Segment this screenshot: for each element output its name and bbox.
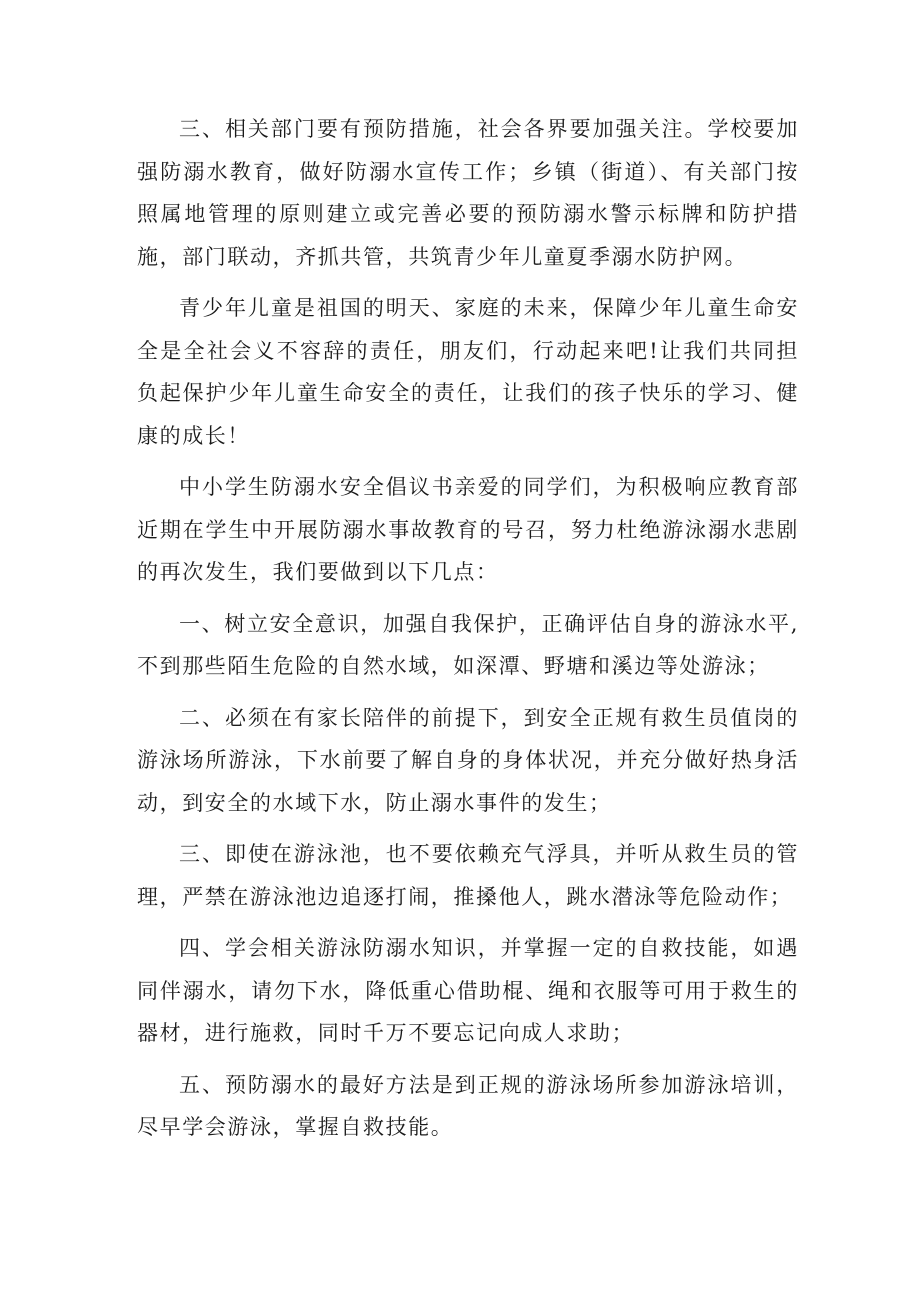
paragraph-1: 三、相关部门要有预防措施，社会各界要加强关注。学校要加强防溺水教育，做好防溺水宣传工作；乡镇（街道）、有关部门按照属地管理的原则建立或完善必要的预防溺水警示标牌和防护措施，部门联动，齐抓共管，共筑青少年儿童夏季溺水防护网。: [137, 117, 799, 269]
paragraph-5: 二、必须在有家长陪伴的前提下，到安全正规有救生员值岗的游泳场所游泳，下水前要了解自身的身体状况，并充分做好热身活动，到安全的水域下水，防止溺水事件的发生；: [137, 705, 799, 815]
document-body: [137, 108, 799, 1158]
paragraph-7: 四、学会相关游泳防溺水知识，并掌握一定的自救技能，如遇同伴溺水，请勿下水，降低重心借助棍、绳和衣服等可用于救生的器材，进行施救，同时千万不要忘记向成人求助；: [137, 936, 799, 1045]
paragraph-3: 中小学生防溺水安全倡议书亲爱的同学们，为积极响应教育部近期在学生中开展防溺水事故教育的号召，努力杜绝游泳溺水悲剧的再次发生，我们要做到以下几点：: [137, 475, 799, 584]
paragraph-4: 一、树立安全意识，加强自我保护，正确评估自身的游泳水平,不到那些陌生危险的自然水域，如深潭、野塘和溪边等处游泳；: [137, 611, 799, 678]
paragraph-6: 三、即使在游泳池，也不要依赖充气浮具，并听从救生员的管理，严禁在游泳池边追逐打闹，推搡他人，跳水潜泳等危险动作；: [137, 842, 799, 909]
paragraph-8: 五、预防溺水的最好方法是到正规的游泳场所参加游泳培训，尽早学会游泳，掌握自救技能。: [137, 1072, 799, 1139]
paragraph-2: 青少年儿童是祖国的明天、家庭的未来，保障少年儿童生命安全是全社会义不容辞的责任，朋友们，行动起来吧!让我们共同担负起保护少年儿童生命安全的责任，让我们的孩子快乐的学习、健康的成长！: [137, 296, 799, 448]
